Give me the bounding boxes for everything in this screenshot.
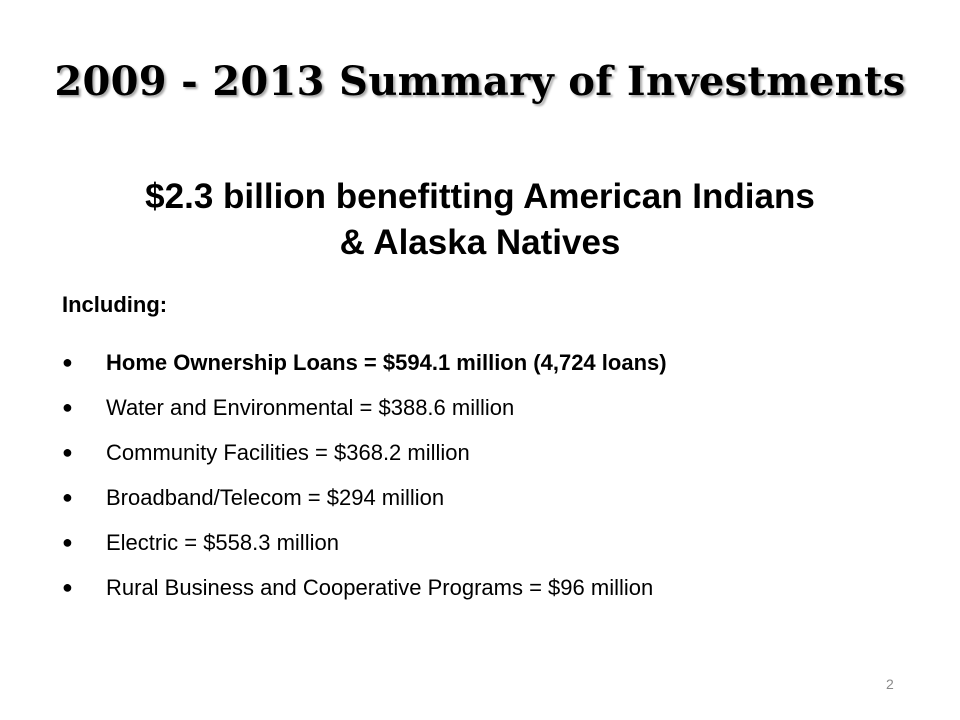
list-item-text: Rural Business and Cooperative Programs = $96 million bbox=[106, 574, 654, 600]
bullet-icon: ● bbox=[62, 442, 73, 462]
list-item-electric bbox=[62, 520, 942, 565]
subtitle-line-2: & Alaska Natives bbox=[339, 223, 621, 262]
bullet-icon: ● bbox=[62, 352, 73, 372]
investment-list bbox=[62, 340, 942, 610]
slide-subtitle bbox=[0, 174, 960, 266]
slide-title: 2009 - 2013 Summary of Investments bbox=[54, 58, 906, 105]
intro-label: Including: bbox=[62, 292, 168, 317]
list-item-home-ownership bbox=[62, 340, 942, 385]
list-item-rural-business bbox=[62, 565, 942, 610]
list-item-broadband-telecom bbox=[62, 475, 942, 520]
list-item-text: Community Facilities = $368.2 million bbox=[106, 439, 470, 465]
bullet-icon: ● bbox=[62, 397, 73, 417]
list-item-text: Water and Environmental = $388.6 million bbox=[106, 394, 515, 420]
bullet-icon: ● bbox=[62, 577, 73, 597]
page-number: 2 bbox=[886, 676, 894, 692]
subtitle-line-1: $2.3 billion benefitting American Indians bbox=[145, 177, 815, 216]
list-item-community-facilities bbox=[62, 430, 942, 475]
bullet-icon: ● bbox=[62, 487, 73, 507]
list-item-text: Electric = $558.3 million bbox=[106, 529, 339, 555]
list-item-text: Home Ownership Loans = $594.1 million (4,724 loans) bbox=[106, 349, 667, 375]
bullet-icon: ● bbox=[62, 532, 73, 552]
list-item-water-environmental bbox=[62, 385, 942, 430]
list-item-text: Broadband/Telecom = $294 million bbox=[106, 484, 445, 510]
